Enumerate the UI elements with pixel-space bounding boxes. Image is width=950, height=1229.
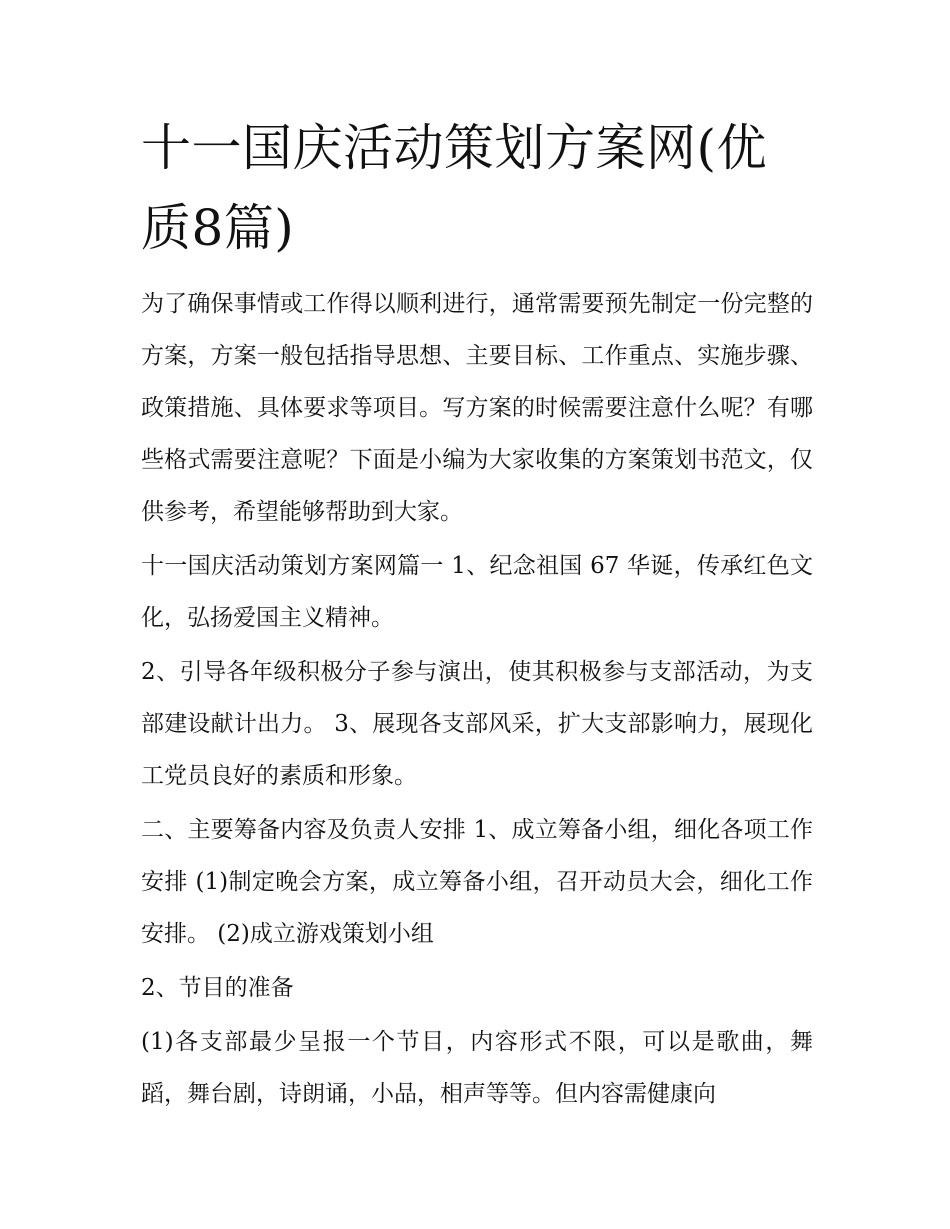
paragraph-program-detail: (1)各支部最少呈报一个节目，内容形式不限，可以是歌曲，舞蹈，舞台剧，诗朗诵，小品，相声等等。但内容需健康向 xyxy=(141,1029,813,1107)
paragraph-program-heading: 2、节目的准备 xyxy=(141,975,294,1001)
paragraph-goals: 2、引导各年级积极分子参与演出，使其积极参与支部活动，为支部建设献计出力。 3、展现各支部风采，扩大支部影响力，展现化工党员良好的素质和形象。 xyxy=(141,659,813,789)
paragraph-section-one: 十一国庆活动策划方案网篇一 1、纪念祖国 67 华诞，传承红色文化，弘扬爱国主义精神。 xyxy=(141,553,813,631)
document-body xyxy=(141,278,813,1120)
document-title: 十一国庆活动策划方案网(优质8篇) xyxy=(141,119,768,257)
paragraph-preparation: 二、主要筹备内容及负责人安排 1、成立筹备小组，细化各项工作安排 (1)制定晚会方案，成立筹备小组，召开动员大会，细化工作安排。 (2)成立游戏策划小组 xyxy=(141,817,813,947)
document-page xyxy=(141,108,813,1122)
paragraph-intro: 为了确保事情或工作得以顺利进行，通常需要预先制定一份完整的方案，方案一般包括指导思想、主要目标、工作重点、实施步骤、政策措施、具体要求等项目。写方案的时候需要注意什么呢？有哪些格式需要注意呢？下面是小编为大家收集的方案策划书范文，仅供参考，希望能够帮助到大家。 xyxy=(141,291,813,525)
